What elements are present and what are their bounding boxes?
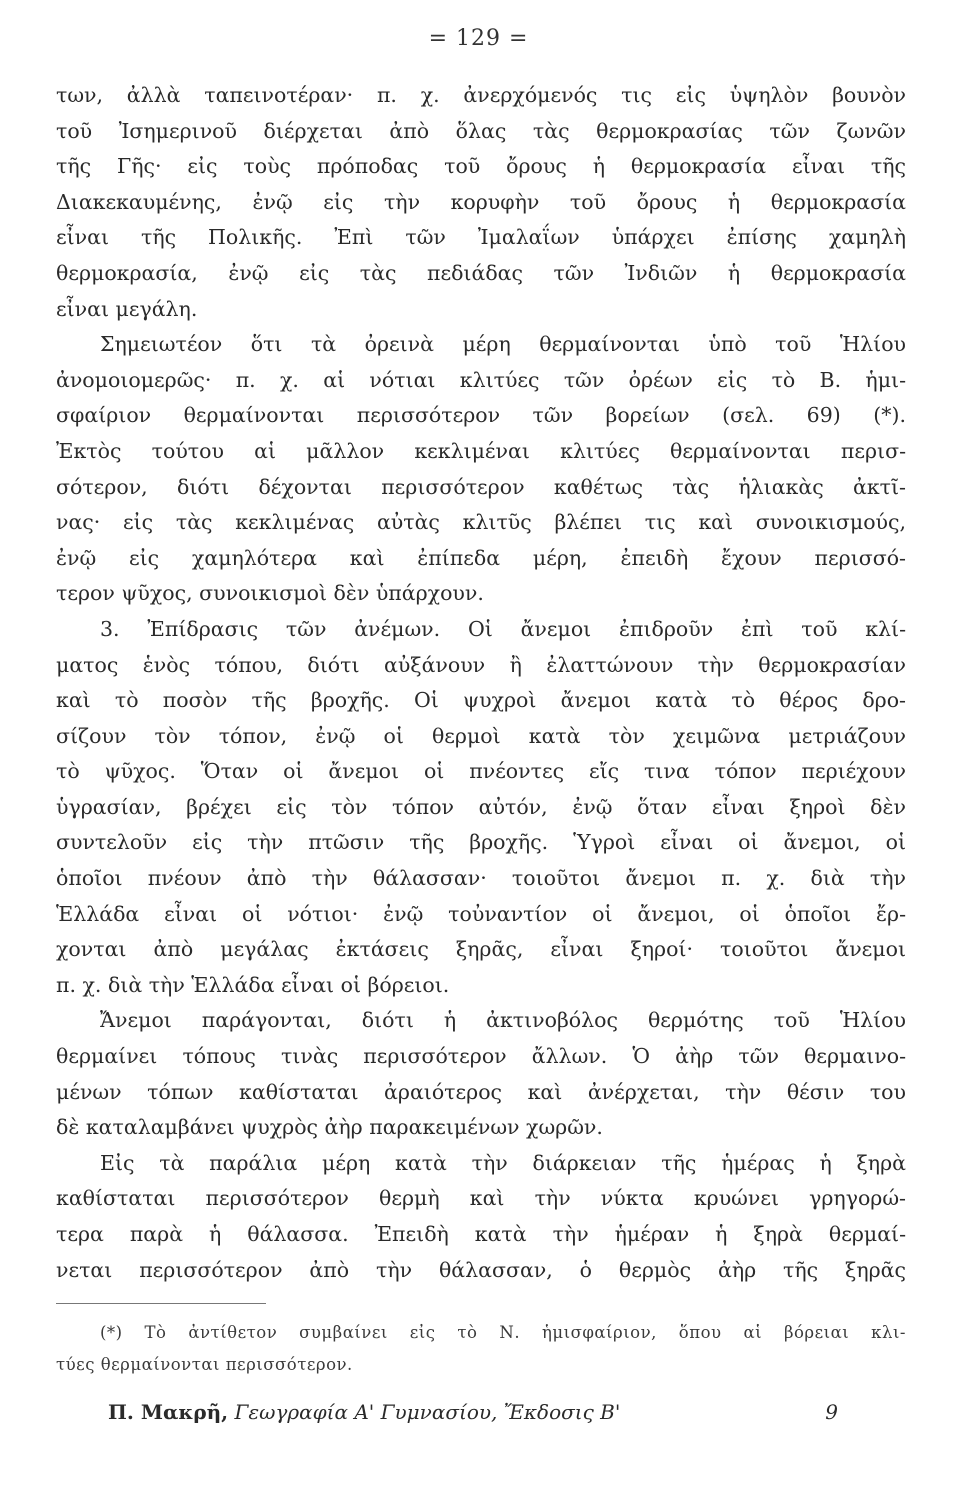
text-line: Ἄνεμοι παράγονται, διότι ἡ ἀκτινοβόλος θερμότης τοῦ Ἡλίου	[100, 1008, 906, 1033]
text-line: Σημειωτέον ὅτι τὰ ὀρεινὰ μέρη θερμαίνονται ὑπὸ τοῦ Ἡλίου	[100, 332, 906, 357]
text-line: καθίσταται περισσότερον θερμὴ καὶ τὴν νύκτα κρυώνει γρηγορώ-	[56, 1186, 906, 1211]
section-heading-line: 3. Ἐπίδρασις τῶν ἀνέμων. Οἱ ἄνεμοι ἐπιδροῦν ἐπὶ τοῦ κλί-	[100, 616, 906, 641]
text-line: ὁποῖοι πνέουν ἀπὸ τὴν θάλασσαν· τοιοῦτοι ἄνεμοι π. χ. διὰ τὴν	[56, 866, 906, 891]
text-line: καὶ τὸ ποσὸν τῆς βροχῆς. Οἱ ψυχροὶ ἄνεμοι κατὰ τὸ θέρος δρο-	[56, 688, 906, 713]
footnote-line: (*) Τὸ ἀντίθετον συμβαίνει εἰς τὸ Ν. ἡμισφαίριον, ὅπου αἱ βόρειαι κλι-	[100, 1323, 906, 1342]
text-line: θερμοκρασία, ἐνῷ εἰς τὰς πεδιάδας τῶν Ἰνδιῶν ἡ θερμοκρασία	[56, 260, 906, 285]
text-line: τερα παρὰ ἡ θάλασσα. Ἐπειδὴ κατὰ τὴν ἡμέραν ἡ ξηρὰ θερμαί-	[56, 1222, 906, 1246]
footnote-divider	[56, 1303, 266, 1304]
footer-author: Π. Μακρῆ,	[108, 1400, 229, 1424]
text-line: σίζουν τὸν τόπον, ἐνῷ οἱ θερμοὶ κατὰ τὸν χειμῶνα μετριάζουν	[56, 723, 906, 748]
text-line: ὑγρασίαν, βρέχει εἰς τὸν τόπον αὐτόν, ἐνῷ ὅταν εἶναι ξηροὶ δὲν	[56, 794, 906, 819]
text-line: θερμαίνει τόπους τινὰς περισσότερον ἄλλων. Ὁ ἀὴρ τῶν θερμαινο-	[56, 1044, 906, 1069]
footnote-line: τύες θερμαίνονται περισσότερον.	[56, 1355, 353, 1374]
text-line: Εἰς τὰ παράλια μέρη κατὰ τὴν διάρκειαν τῆς ἡμέρας ἡ ξηρὰ	[100, 1150, 906, 1175]
text-line: τὸ ψῦχος. Ὅταν οἱ ἄνεμοι οἱ πνέοντες εἴς τινα τόπον περιέχουν	[56, 759, 906, 784]
text-line: ἐνῷ εἰς χαμηλότερα καὶ ἐπίπεδα μέρη, ἐπειδὴ ἔχουν περισσό-	[56, 545, 906, 570]
text-line: σότερον, διότι δέχονται περισσότερον καθέτως τὰς ἡλιακὰς ἀκτῖ-	[56, 474, 906, 499]
text-line: τοῦ Ἰσημερινοῦ διέρχεται ἀπὸ ὅλας τὰς θερμοκρασίας τῶν ζωνῶν	[56, 118, 906, 143]
footer-book-title: Γεωγραφία Α' Γυμνασίου, Ἔκδοσις Β'	[228, 1400, 621, 1424]
text-line: μένων τόπων καθίσταται ἀραιότερος καὶ ἀνέρχεται, τὴν θέσιν του	[56, 1079, 906, 1104]
page-footer	[108, 1392, 838, 1432]
text-line: νας· εἰς τὰς κεκλιμένας αὐτὰς κλιτῦς βλέπει τις καὶ συνοικισμούς,	[56, 510, 906, 535]
text-line: σφαίριον θερμαίνονται περισσότερον τῶν βορείων (σελ. 69) (*).	[56, 403, 906, 428]
footer-signature-mark: 9	[825, 1400, 838, 1424]
text-line: δὲ καταλαμβάνει ψυχρὸς ἀὴρ παρακειμένων χωρῶν.	[56, 1115, 603, 1140]
text-line: των, ἀλλὰ ταπεινοτέραν· π. χ. ἀνερχόμενός τις εἰς ὑψηλὸν βουνὸν	[56, 83, 906, 107]
text-line: νεται περισσότερον ἀπὸ τὴν θάλασσαν, ὁ θερμὸς ἀὴρ τῆς ξηρᾶς	[56, 1257, 906, 1282]
footer-citation	[108, 1392, 620, 1432]
text-line: τερον ψῦχος, συνοικισμοὶ δὲν ὑπάρχουν.	[56, 581, 484, 606]
text-line: χονται ἀπὸ μεγάλας ἐκτάσεις ξηρᾶς, εἶναι ξηροί· τοιοῦτοι ἄνεμοι	[56, 937, 906, 962]
text-line: ματος ἑνὸς τόπου, διότι αὐξάνουν ἢ ἐλαττώνουν τὴν θερμοκρασίαν	[56, 652, 906, 677]
footnotes	[56, 1317, 906, 1381]
text-line: Ἑλλάδα εἶναι οἱ νότιοι· ἐνῷ τοὐναντίον οἱ ἄνεμοι, οἱ ὁποῖοι ἔρ-	[56, 901, 906, 926]
text-line: ἀνομοιομερῶς· π. χ. αἱ νότιαι κλιτύες τῶν ὀρέων εἰς τὸ Β. ἡμι-	[56, 367, 906, 392]
text-line: Διακεκαυμένης, ἐνῷ εἰς τὴν κορυφὴν τοῦ ὄρους ἡ θερμοκρασία	[56, 189, 906, 214]
text-line: π. χ. διὰ τὴν Ἑλλάδα εἶναι οἱ βόρειοι.	[56, 972, 450, 997]
text-line: συντελοῦν εἰς τὴν πτῶσιν τῆς βροχῆς. Ὑγροὶ εἶναι οἱ ἄνεμοι, οἱ	[56, 830, 906, 855]
text-line: εἶναι τῆς Πολικῆς. Ἐπὶ τῶν Ἰμαλαΐων ὑπάρχει ἐπίσης χαμηλὴ	[56, 225, 906, 250]
text-line: τῆς Γῆς· εἰς τοὺς πρόποδας τοῦ ὄρους ἡ θερμοκρασία εἶναι τῆς	[56, 154, 906, 179]
text-line: Ἐκτὸς τούτου αἱ μᾶλλον κεκλιμέναι κλιτύες θερμαίνονται περισ-	[56, 438, 906, 463]
text-line: εἶναι μεγάλη.	[56, 296, 198, 321]
page-number: = 129 =	[428, 26, 529, 51]
body-text	[56, 78, 906, 1288]
